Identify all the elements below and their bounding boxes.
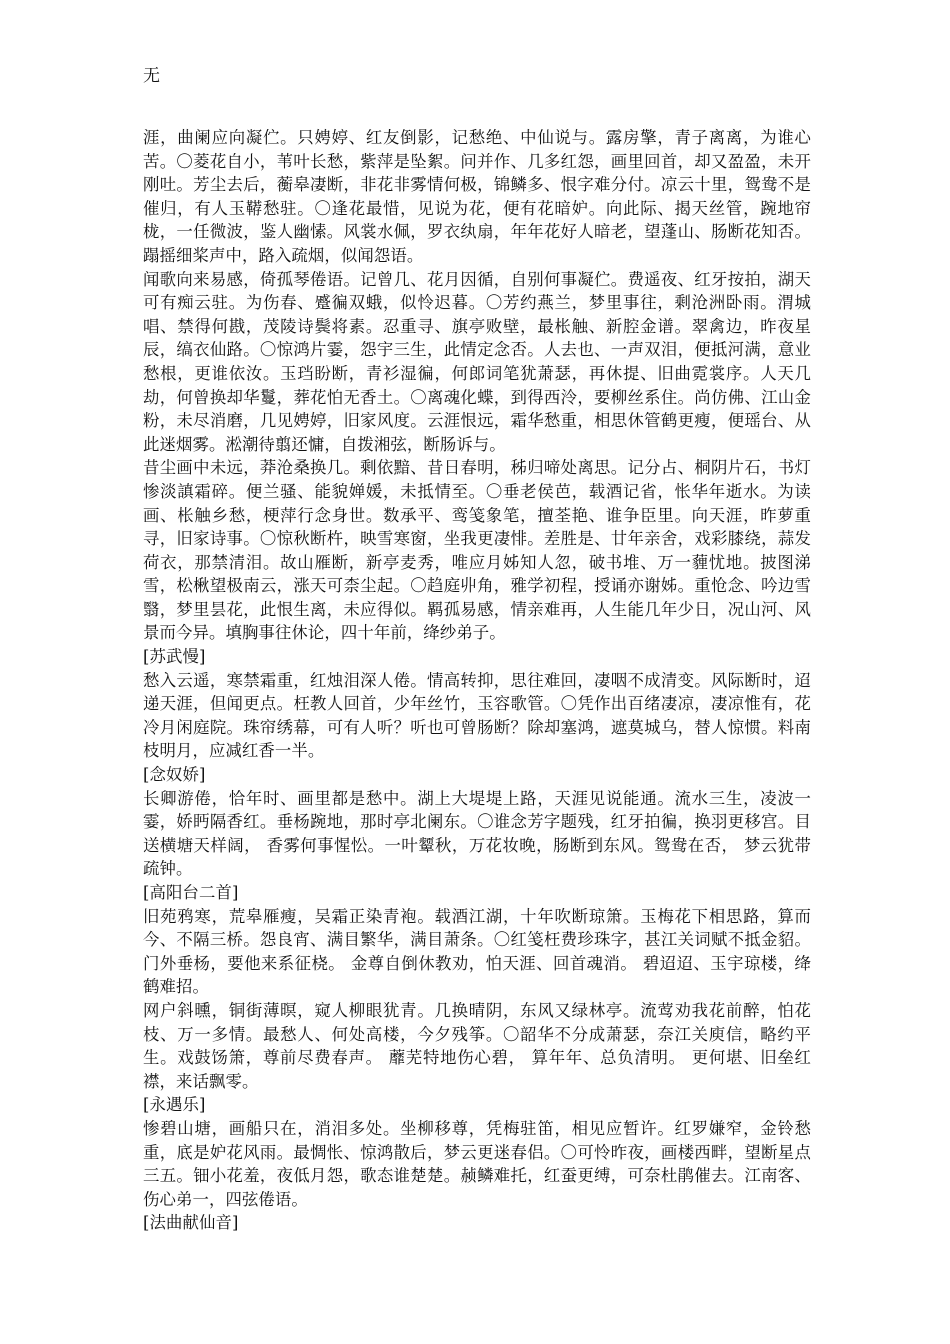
paragraph: 长卿游倦，恰年时、画里都是愁中。湖上大堤堤上路，天涯见说能通。流水三生，凌波一霎，娇眄隔香红。垂杨踠地，那时亭北阑东。〇谁念芳字题残，红牙拍徧，换羽更移宫。目送横塘天样阔， 香雾何事惺忪。一叶颦秋，万花妆晚，肠断到东风。鸳鸯在否， 梦云犹带疏钟。 (143, 788, 811, 879)
paragraph: 惨碧山塘，画船只在，消泪多处。坐柳移尊，凭梅驻笛，相见应暂许。红罗嫌窄，金铃愁重，底是妒花风雨。最惆怅、惊鸿散后，梦云更迷春侣。〇可怜昨夜，画楼西畔，望断星点三五。钿小花羞，夜低月怨，歌态谁楚楚。赪鳞难托，红蚕更缚，可奈杜鹃催去。江南客、伤心弟一，四弦倦语。 (143, 1118, 811, 1209)
section-title: [永遇乐] (143, 1095, 206, 1115)
paragraph: 昔尘画中未远，莽沧桑换几。剩依黯、昔日春明，秭归啼处离思。记分占、桐阴片石，书灯惨淡謓霜碎。便兰骚、能貌婵媛，未抵情至。〇垂老侯芭，载酒记省，怅华年逝水。为读画、枨触乡愁，梗萍行念身世。数承平、鸾笺象笔，擅荃艳、谁争臣里。向天涯，昨萝重寻，旧家诗事。〇惊秋断杵，映雪寒窗，坐我更凄悱。差胜是、廿年亲舍，戏彩膝绕，蒜发荷衣，那禁清泪。故山雁断，新亭麦秀，唯应月姊知人忽，破书堆、万一薶忧地。披图涕雪，松楸望极南云，涨天可柰尘起。〇趋庭丱角，雅学初程，授诵亦谢姊。重怆念、吟边雪翳，梦里昙花，此恨生离，未应得似。羁孤易感，情亲难再，人生能几年少日，况山河、风景而今异。填胸事往休论，四十年前，绛纱弟子。 (143, 458, 811, 643)
page-header: 无 (143, 66, 160, 86)
section-title: [高阳台二首] (143, 883, 239, 902)
document-body (143, 126, 811, 1235)
section-title: [法曲献仙音] (143, 1213, 239, 1233)
paragraph: 愁入云遥，寒禁霜重，红烛泪深人倦。情高转抑，思往难回，凄咽不成清变。风际断时，迢递天涯，但闻更点。枉教人回首，少年丝竹，玉容歌管。〇凭作出百绪凄凉，凄凉惟有，花冷月闲庭院。珠帘绣幕，可有人听？听也可曾肠断？除却塞鸿，遮莫城乌，替人惊惯。料南枝明月，应减红香一半。 (143, 670, 811, 761)
paragraph: 网户斜曛，铜街薄暝，窥人柳眼犹青。几换晴阴，东风又绿林亭。流莺劝我花前醉，怕花枝、万一多情。最愁人、何处高楼，今夕残筝。〇韶华不分成萧瑟，奈江关庾信，略约平生。戏鼓饧箫，尊前尽费春声。 蘼芜特地伤心碧， 算年年、总负清明。 更何堪、旧垒红襟，来话飘零。 (143, 1000, 811, 1091)
paragraph: 闻歌向来易感，倚孤琴倦语。记曾几、花月因循，自别何事凝伫。费遥夜、红牙按拍，湖天可有痴云驻。为伤春、蹙徧双蛾，似怜迟暮。〇芳约燕兰，梦里事往，剩沧洲卧雨。渭城唱、禁得何戡，茂陵诗鬓将素。忍重寻、旗亭败壁，最枨触、新腔金谱。翠禽边，昨夜星辰，缟衣仙路。〇惊鸿片霎，怨宇三生，此情定念否。人去也、一声双泪，便抵河满，意业愁根，更谁依汝。玉珰盼断，青衫湿徧，何郎词笔犹萧瑟，再休提、旧曲霓裳序。人天几劫，何曾换却华鬘，葬花怕无香土。〇离魂化蝶，到得西泠，要柳丝系住。尚仿佛、江山金粉，未尽消磨，几见娉婷，旧家风度。云涯恨远，霜华愁重，相思休管鹤更瘦，便瑶台、从此迷烟雾。淞潮待翦还慵，自拨湘弦，断肠诉与。 (143, 269, 811, 454)
paragraph: 涯，曲阑应向凝伫。只娉婷、红友倒影，记愁绝、中仙说与。露房擎，青子离离，为谁心苦。〇菱花自小，苇叶长愁，紫萍是坠絮。问并作、几多红怨，画里回首，却又盈盈，未开刚吐。芳尘去后，蘅皋凄断，非花非雾情何极，锦鳞多、恨字难分付。凉云十里，鸳鸯不是催归，有人玉鞯愁驻。〇逢花最惜，见说为花，便有花暗妒。向此际、揭天丝管，踠地帘栊，一任微波，鉴人幽愫。风裳水佩，罗衣纨扇，年年花好人暗老，望蓬山、肠断花知否。蹋摇细桨声中，路入疏烟，似闻怨语。 (143, 128, 811, 265)
section-title: [苏武慢] (143, 647, 206, 667)
paragraph: 旧苑鸦寒，荒皋雁瘦，吴霜正染青袍。载酒江湖，十年吹断琼箫。玉梅花下相思路，算而今、不隔三桥。怨良宵、满目繁华，满目萧条。〇红笺枉费珍珠字，甚江关词赋不抵金貂。门外垂杨，要他来系征桡。 金尊自倒休教劝，怕天涯、回首魂消。 碧迢迢、玉宇琼楼，绛鹤难招。 (143, 906, 811, 997)
section-title: [念奴娇] (143, 765, 206, 785)
